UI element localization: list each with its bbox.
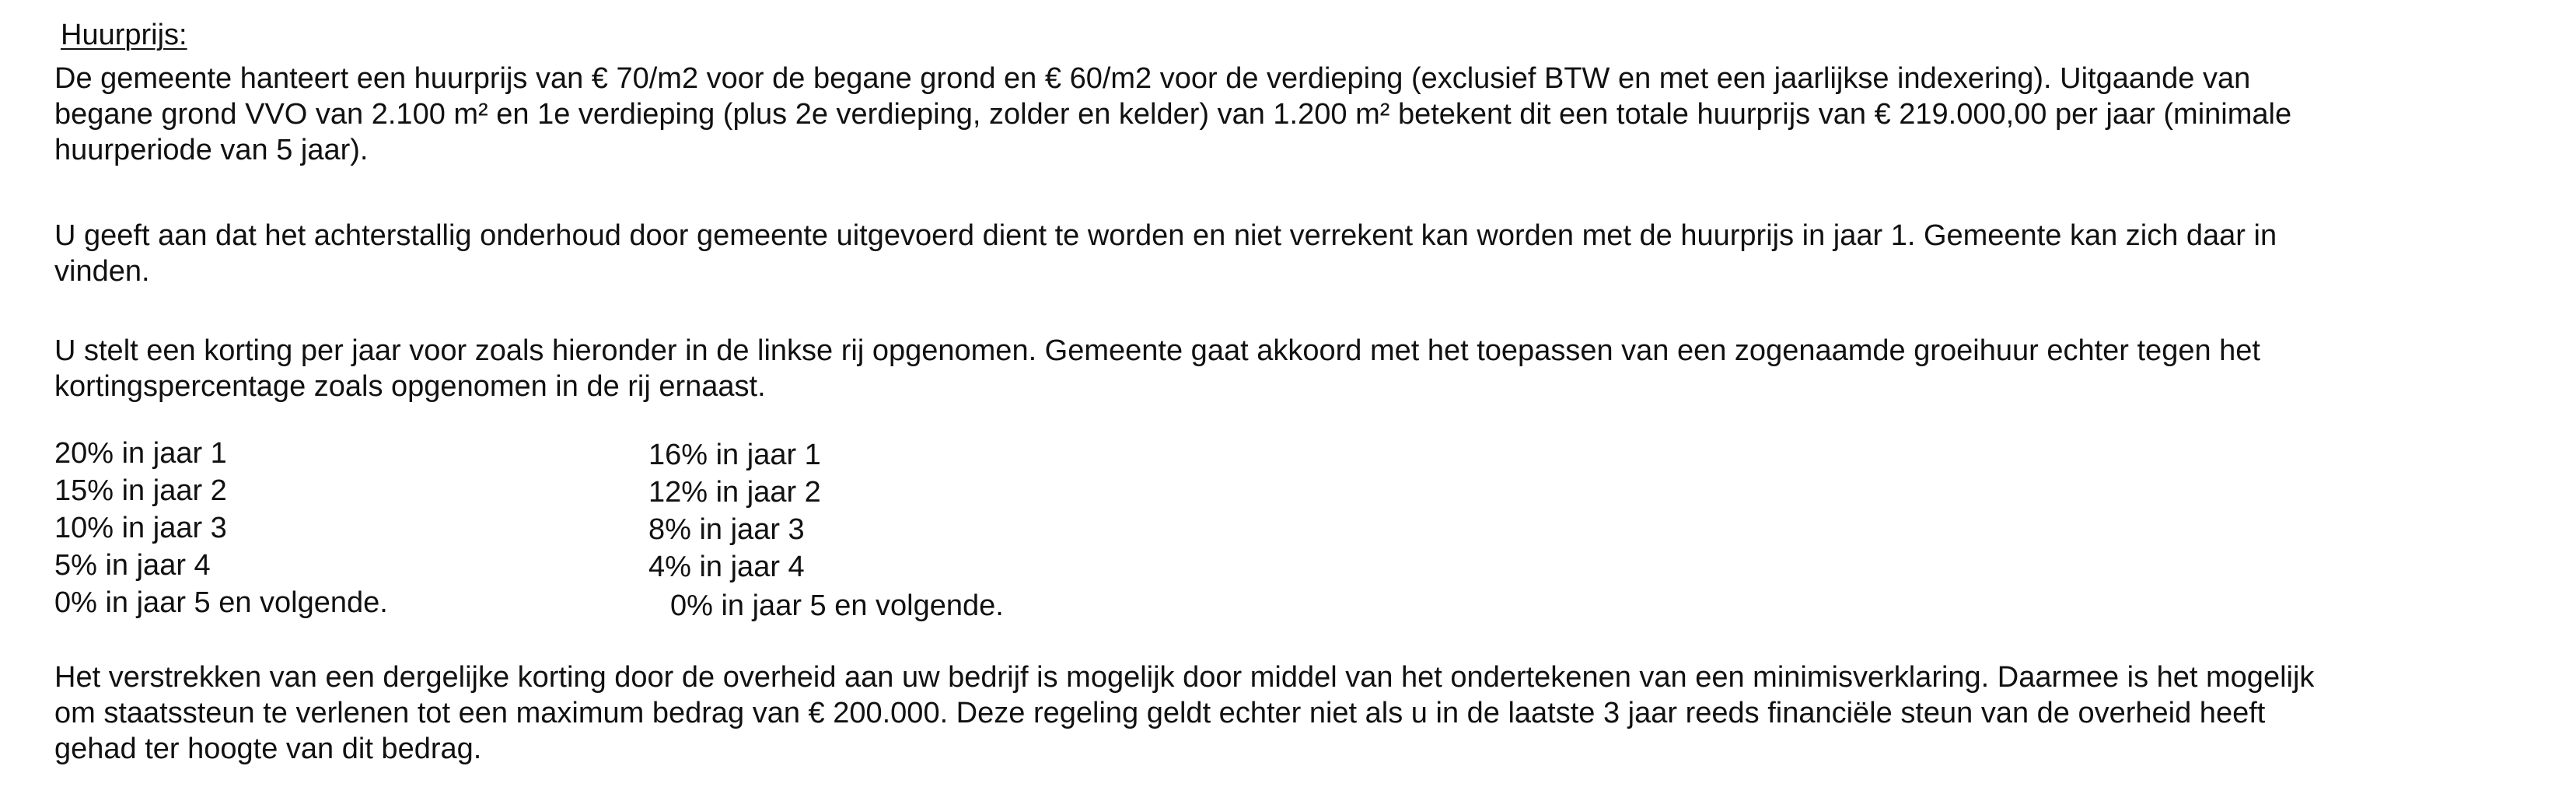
paragraph4-line2: om staatssteun te verlenen tot een maximum bedrag van € 200.000. Deze regeling geldt echter niet als u in de laatste 3 jaar reeds financiële steun van de overheid heeft <box>54 697 2266 729</box>
right-discount-year2: 12% in jaar 2 <box>648 476 821 509</box>
right-discount-year5: 0% in jaar 5 en volgende. <box>670 589 1004 622</box>
paragraph4-line1: Het verstrekken van een dergelijke korting door de overheid aan uw bedrijf is mogelijk door middel van het ondertekenen van een minimisverklaring. Daarmee is het mogelijk <box>54 661 2315 694</box>
left-discount-year2: 15% in jaar 2 <box>54 474 227 507</box>
section-heading: Huurprijs: <box>61 19 187 51</box>
paragraph2-line2: vinden. <box>54 255 150 288</box>
right-discount-year1: 16% in jaar 1 <box>648 439 821 471</box>
right-discount-year4: 4% in jaar 4 <box>648 551 805 583</box>
paragraph1-line1: De gemeente hanteert een huurprijs van € 70/m2 voor de begane grond en € 60/m2 voor de verdieping (exclusief BTW en met een jaarlijkse indexering). Uitgaande van <box>54 62 2251 95</box>
paragraph1-line3: huurperiode van 5 jaar). <box>54 134 369 166</box>
paragraph1-line2: begane grond VVO van 2.100 m² en 1e verdieping (plus 2e verdieping, zolder en kelder) van 1.200 m² betekent dit een totale huurprijs van € 219.000,00 per jaar (minimale <box>54 98 2292 131</box>
left-discount-year1: 20% in jaar 1 <box>54 437 227 470</box>
paragraph2-line1: U geeft aan dat het achterstallig onderhoud door gemeente uitgevoerd dient te worden en niet verrekent kan worden met de huurprijs in jaar 1. Gemeente kan zich daar in <box>54 219 2277 252</box>
paragraph3-line2: kortingspercentage zoals opgenomen in de rij ernaast. <box>54 370 766 403</box>
paragraph4-line3: gehad ter hoogte van dit bedrag. <box>54 733 482 765</box>
left-discount-year5: 0% in jaar 5 en volgende. <box>54 586 388 619</box>
paragraph3-line1: U stelt een korting per jaar voor zoals hieronder in de linkse rij opgenomen. Gemeente gaat akkoord met het toepassen van een zogenaamde groeihuur echter tegen het <box>54 334 2260 367</box>
left-discount-year3: 10% in jaar 3 <box>54 512 227 544</box>
right-discount-year3: 8% in jaar 3 <box>648 513 805 546</box>
left-discount-year4: 5% in jaar 4 <box>54 549 211 582</box>
